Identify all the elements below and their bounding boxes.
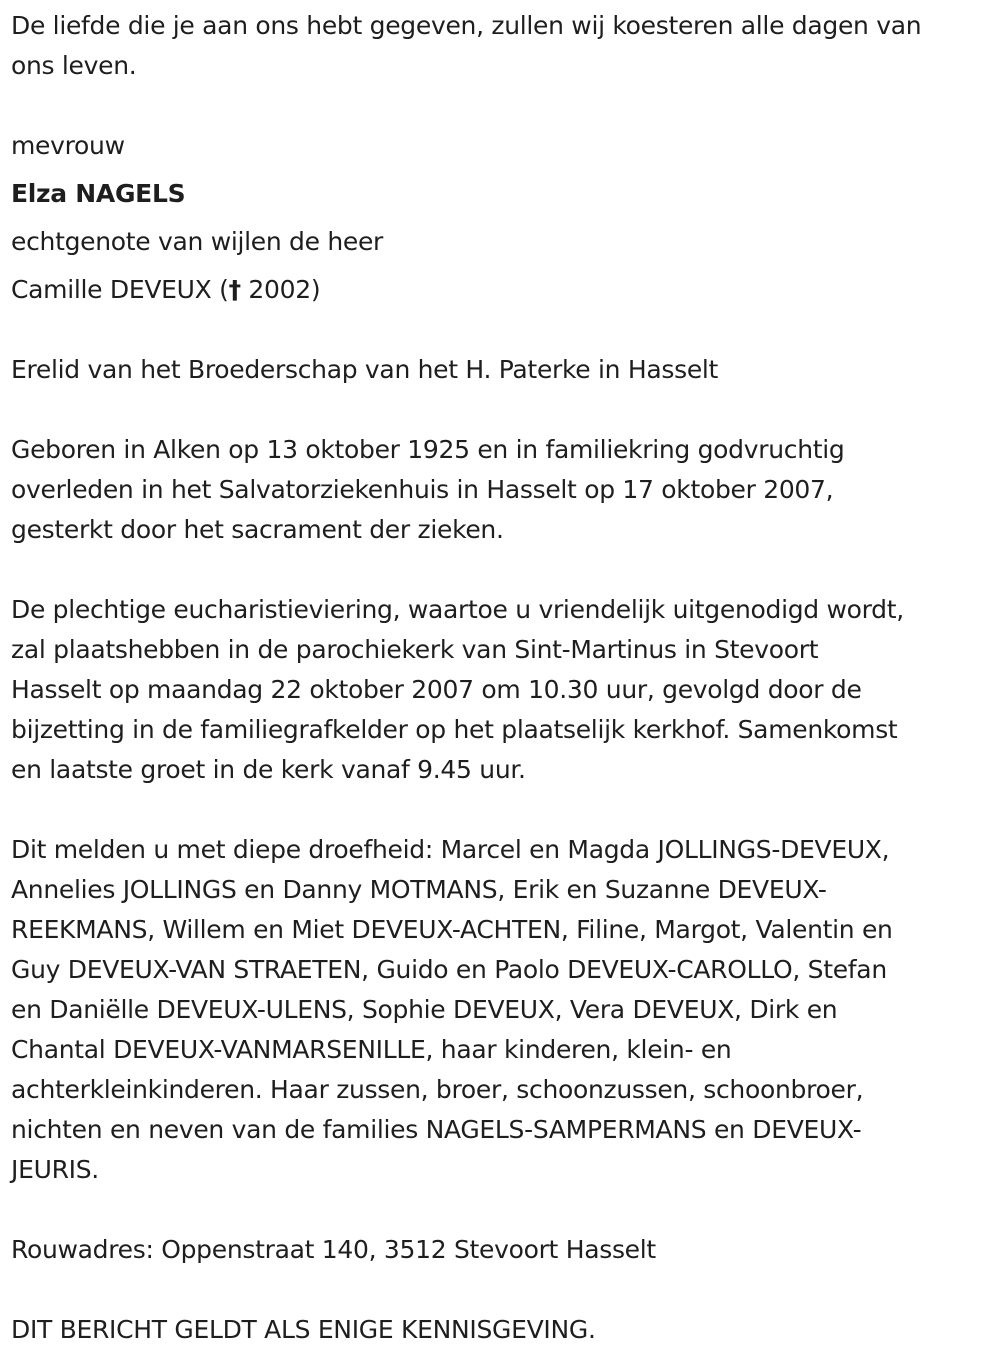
intro-line-1: De liefde die je aan ons hebt gegeven, zullen wij koesteren alle dagen van — [11, 11, 922, 40]
ceremony-line-2: zal plaatshebben in de parochiekerk van Sint-Martinus in Stevoort — [11, 635, 819, 664]
ceremony-line-4: bijzetting in de familiegrafkelder op het plaatselijk kerkhof. Samenkomst — [11, 715, 898, 744]
honorary-line-1: Erelid van het Broederschap van het H. Paterke in Hasselt — [11, 355, 719, 384]
ceremony-paragraph — [11, 590, 991, 790]
deceased-name — [11, 174, 991, 214]
relation — [11, 222, 991, 262]
address-text: Rouwadres: Oppenstraat 140, 3512 Stevoort Hasselt — [11, 1235, 656, 1264]
family-line-2: Annelies JOLLINGS en Danny MOTMANS, Erik en Suzanne DEVEUX- — [11, 875, 827, 904]
family-line-6: Chantal DEVEUX-VANMARSENILLE, haar kinderen, klein- en — [11, 1035, 732, 1064]
notice-text: DIT BERICHT GELDT ALS ENIGE KENNISGEVING. — [11, 1315, 596, 1344]
spouse — [11, 270, 991, 310]
birth-death-line-1: Geboren in Alken op 13 oktober 1925 en in familiekring godvruchtig — [11, 435, 845, 464]
family-line-9: JEURIS. — [11, 1155, 99, 1184]
official-notice — [11, 1310, 991, 1350]
birth-death-line-2: overleden in het Salvatorziekenhuis in Hasselt op 17 oktober 2007, — [11, 475, 834, 504]
family-line-1: Dit melden u met diepe droefheid: Marcel en Magda JOLLINGS-DEVEUX, — [11, 835, 890, 864]
spouse-line — [11, 270, 991, 310]
family-line-4: Guy DEVEUX-VAN STRAETEN, Guido en Paolo DEVEUX-CAROLLO, Stefan — [11, 955, 887, 984]
family-paragraph — [11, 830, 991, 1190]
relation-text: echtgenote van wijlen de heer — [11, 227, 384, 256]
intro-line-2: ons leven. — [11, 51, 137, 80]
deceased-name-text: Elza NAGELS — [11, 179, 186, 208]
birth-death-paragraph — [11, 430, 991, 550]
ceremony-line-1: De plechtige eucharistieviering, waartoe u vriendelijk uitgenodigd wordt, — [11, 595, 904, 624]
family-line-3: REEKMANS, Willem en Miet DEVEUX-ACHTEN, Filine, Margot, Valentin en — [11, 915, 893, 944]
intro-quote — [11, 6, 991, 86]
mourning-address — [11, 1230, 991, 1270]
spouse-name: Camille DEVEUX ( — [11, 275, 229, 304]
ceremony-line-5: en laatste groet in de kerk vanaf 9.45 uur. — [11, 755, 526, 784]
family-line-8: nichten en neven van de families NAGELS-SAMPERMANS en DEVEUX- — [11, 1115, 862, 1144]
title-label: mevrouw — [11, 131, 125, 160]
ceremony-line-3: Hasselt op maandag 22 oktober 2007 om 10.30 uur, gevolgd door de — [11, 675, 862, 704]
person-title — [11, 126, 991, 166]
honorary-membership — [11, 350, 991, 390]
spouse-year: 2002) — [240, 275, 321, 304]
family-line-5: en Daniëlle DEVEUX-ULENS, Sophie DEVEUX, Vera DEVEUX, Dirk en — [11, 995, 838, 1024]
cross-icon: † — [228, 275, 241, 304]
birth-death-line-3: gesterkt door het sacrament der zieken. — [11, 515, 504, 544]
family-line-7: achterkleinkinderen. Haar zussen, broer, schoonzussen, schoonbroer, — [11, 1075, 864, 1104]
